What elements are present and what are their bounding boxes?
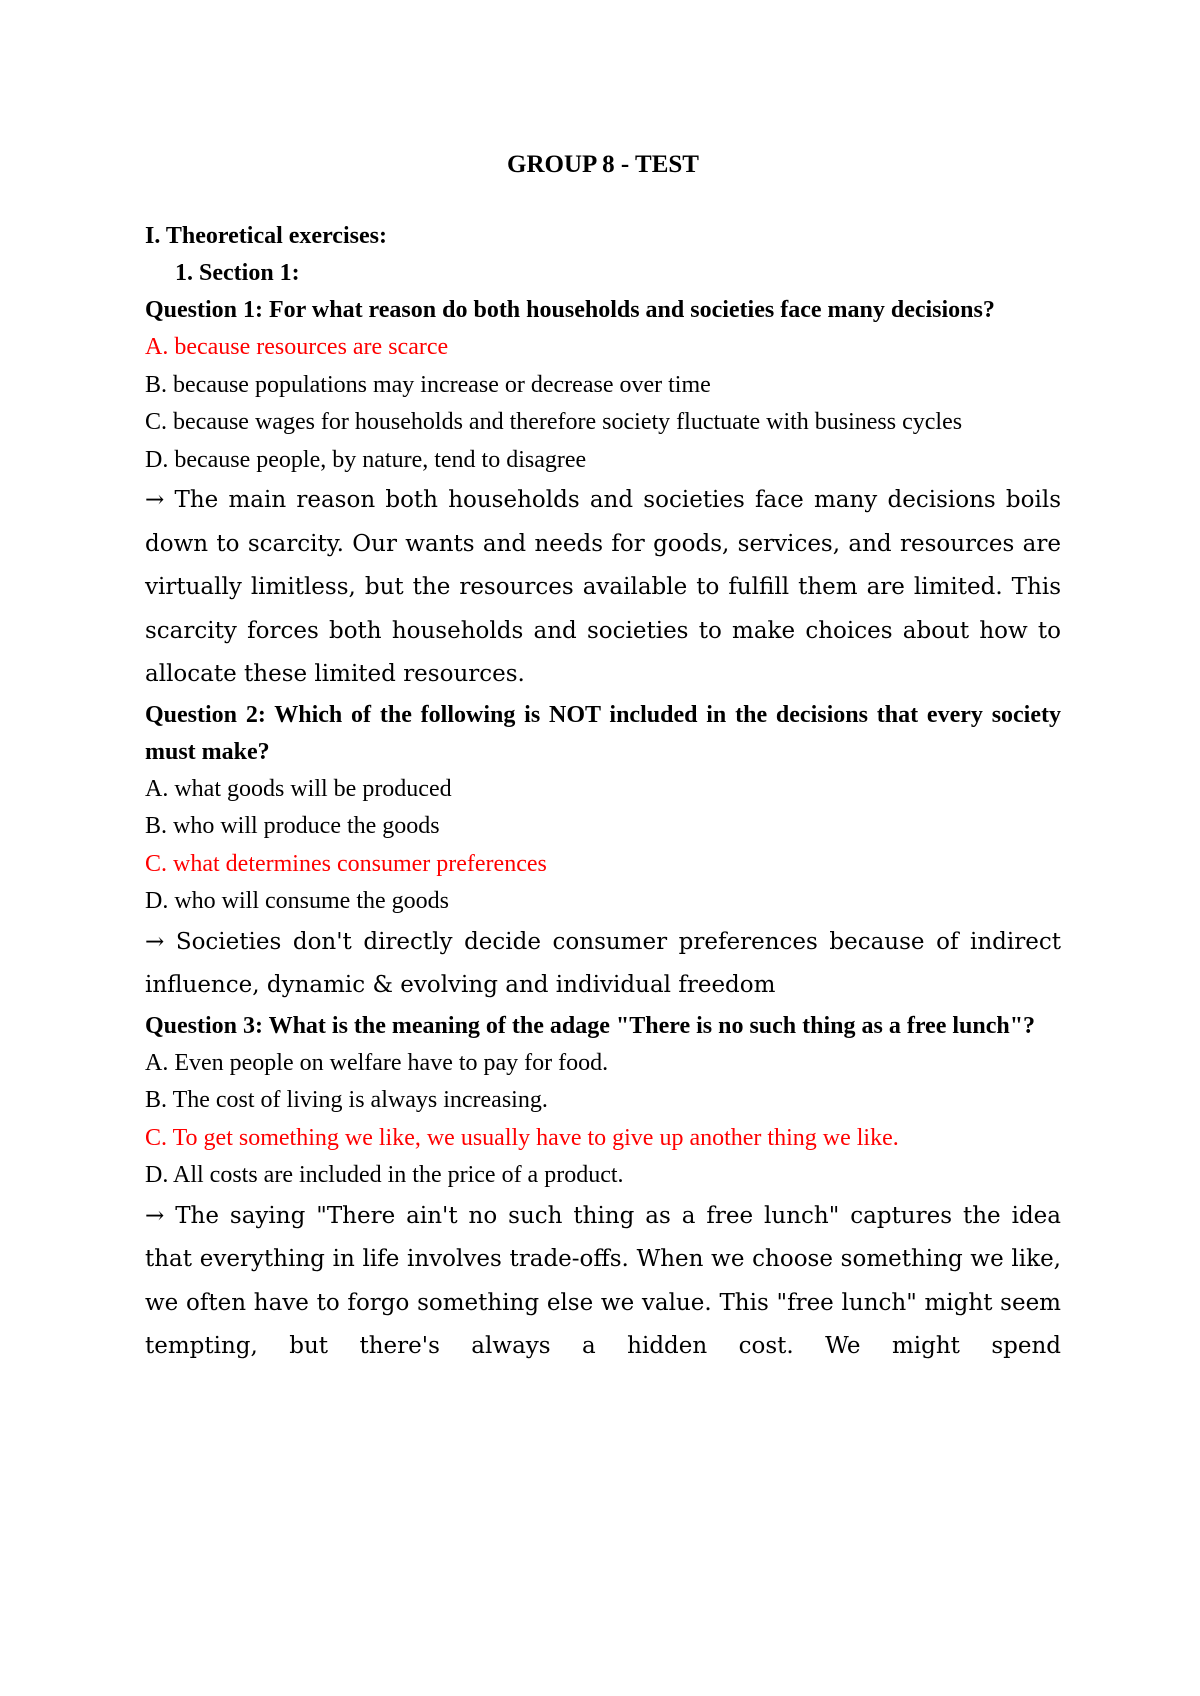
answer-option-d: D. All costs are included in the price of a product. [145,1162,624,1188]
answer-option-c: C. To get something we like, we usually have to give up another thing we like. [145,1124,899,1151]
section-heading: I. Theoretical exercises: [145,223,387,249]
answer-option-a: A. what goods will be produced [145,775,452,802]
answer-option-b: B. The cost of living is always increasing. [145,1087,548,1113]
answer-option-a: A. because resources are scarce [145,334,449,360]
question-block-1 [145,292,1061,697]
question-prompt: Question 2: Which of the following is NOT included in the decisions that every society must make? [145,701,1061,765]
page-title: GROUP 8 - TEST [507,151,699,178]
document-content [145,218,1061,1369]
answer-explanation: → Societies don't directly decide consumer preferences because of indirect influence, dynamic & evolving and individual freedom [145,928,1061,998]
section-label: 1. Section 1: [175,260,300,286]
answer-option-c: C. what determines consumer preferences [145,850,547,877]
answer-option-a: A. Even people on welfare have to pay for food. [145,1049,609,1076]
answer-option-d: D. because people, by nature, tend to disagree [145,446,587,473]
answer-explanation: → The main reason both households and societies face many decisions boils down to scarcity. Our wants and needs for goods, services, and resources are virtually limitless, but the resources available to fulfill them are limited. This scarcity forces both households and societies to make choices about how to allocate these limited resources. [145,487,1061,687]
answer-option-b: B. because populations may increase or decrease over time [145,371,711,398]
answer-explanation: → The saying "There ain't no such thing as a free lunch" captures the idea that everything in life involves trade-offs. When we choose something we like, we often have to forgo something else we value. This "free lunch" might seem tempting, but there's always a hidden cost. We might spend [145,1202,1061,1359]
question-prompt: Question 3: What is the meaning of the adage "There is no such thing as a free lunch"? [145,1012,1036,1039]
answer-option-d: D. who will consume the goods [145,888,449,914]
question-block-2 [145,697,1061,1008]
question-prompt: Question 1: For what reason do both households and societies face many decisions? [145,297,995,323]
answer-option-c: C. because wages for households and therefore society fluctuate with business cycles [145,409,963,435]
question-block-3 [145,1008,1061,1369]
answer-option-b: B. who will produce the goods [145,813,440,839]
